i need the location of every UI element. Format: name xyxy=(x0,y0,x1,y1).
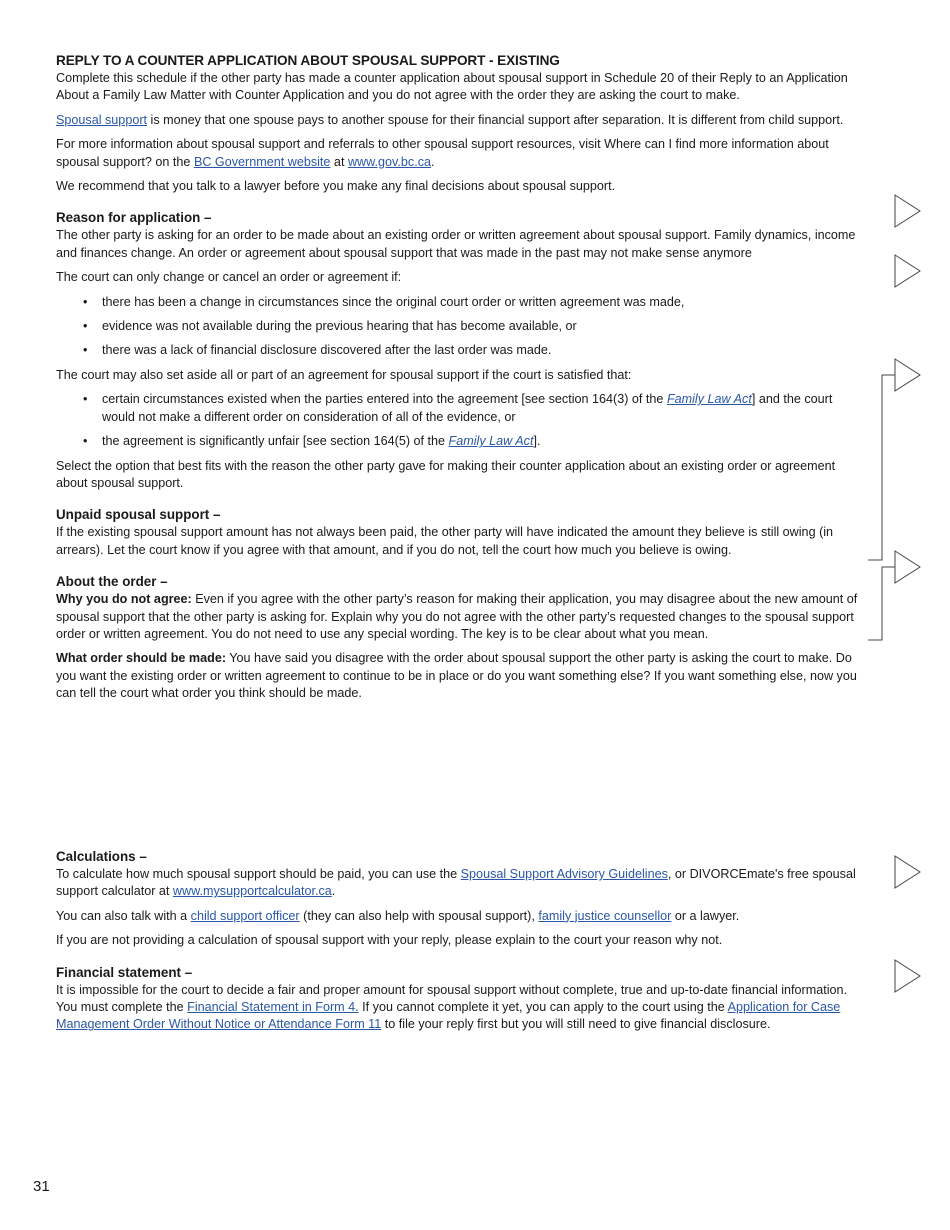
list-item: • there has been a change in circumstances since the original court order or written agreement was made, xyxy=(102,294,858,311)
triangle-marker-icon xyxy=(895,551,920,583)
reason-heading: Reason for application – xyxy=(56,210,212,226)
list-item: • there was a lack of financial disclosure discovered after the last order was made. xyxy=(102,342,858,359)
page-number: 31 xyxy=(33,1178,50,1195)
calculations-paragraph-3: If you are not providing a calculation of spousal support with your reply, please explain to the court your reason why not. xyxy=(56,933,723,948)
order-paragraph-1: Why you do not agree: Even if you agree with the other party’s reason for making their application, you may disagree about the new amount of spousal support that the other party is asking for. Explain why you do not agree with the other party’s requested changes to the spousal support order or written agreement. You do not need to use any special wording. The key is to be clear about what you mean. xyxy=(56,592,858,641)
order-heading: About the order – xyxy=(56,574,168,590)
financial-statement-form-4-link[interactable]: Financial Statement in Form 4. xyxy=(187,1000,359,1015)
reason-paragraph-2: The court can only change or cancel an order or agreement if: xyxy=(56,270,402,285)
intro-paragraph-1: Complete this schedule if the other party has made a counter application about spousal support in Schedule 20 of their Reply to an Application About a Family Law Matter with Counter Application and you do not agree with the order they are asking the court to make. xyxy=(56,71,848,103)
bracket-connector xyxy=(868,375,895,560)
family-justice-counsellor-link[interactable]: family justice counsellor xyxy=(538,908,672,923)
list-item: • the agreement is significantly unfair [see section 164(5) of the Family Law Act]. xyxy=(102,433,858,450)
financial-paragraph: It is impossible for the court to decide a fair and proper amount for spousal support without complete, true and up-to-date financial information. You must complete the Financial Statement in Form 4. If you cannot complete it yet, you can apply to the court using the Application for Case Management Order Without Notice or Attendance Form 11 to file your reply first but you will still need to give financial disclosure. xyxy=(56,982,848,1032)
calculations-paragraph-1: To calculate how much spousal support should be paid, you can use the Spousal Support Advisory Guidelines, or DIVORCEmate's free spousal support calculator at www.mysupportcalculator.ca. xyxy=(56,867,856,899)
unpaid-heading: Unpaid spousal support – xyxy=(56,507,221,523)
reason-paragraph-1: The other party is asking for an order to be made about an existing order or written agreement about spousal support. Family dynamics, income and finances change. An order or agreement about spousal support that was made in the past may not make sense anymore xyxy=(56,228,856,260)
family-law-act-link[interactable]: Family Law Act xyxy=(448,434,534,449)
order-paragraph-2: What order should be made: You have said you disagree with the order about spousal support the other party is asking the court to make. Do you want the existing order or written agreement to continue to be in place or do you want something else? If you want something else, now you can tell the court what order you think should be made. xyxy=(56,651,857,701)
intro-paragraph-4: We recommend that you talk to a lawyer before you make any final decisions about spousal support. xyxy=(56,179,616,194)
calculations-paragraph-2: You can also talk with a child support officer (they can also help with spousal support), family justice counsellor or a lawyer. xyxy=(56,908,740,923)
triangle-marker-icon xyxy=(895,856,920,888)
financial-heading: Financial statement – xyxy=(56,964,193,980)
list-item: • evidence was not available during the previous hearing that has become available, or xyxy=(102,318,858,335)
triangle-marker-icon xyxy=(895,359,920,391)
unpaid-paragraph: If the existing spousal support amount has not always been paid, the other party will have indicated the amount they believe is still owing (in arrears). Let the court know if you agree with that amount, and if you do not, tell the court how much you believe is owing. xyxy=(56,525,834,557)
intro-paragraph-3: For more information about spousal support and referrals to other spousal support resources, visit Where can I find more information about spousal support? on the BC Government website at www.gov.bc.ca. xyxy=(56,137,829,169)
mysupportcalculator-link[interactable]: www.mysupportcalculator.ca xyxy=(172,884,332,899)
intro-paragraph-2: Spousal support is money that one spouse pays to another spouse for their financial support after separation. It is different from child support. xyxy=(56,112,844,127)
spousal-support-link[interactable]: Spousal support xyxy=(56,112,148,127)
reason-paragraph-3: The court may also set aside all or part of an agreement for spousal support if the court is satisfied that: xyxy=(56,367,632,382)
reason-paragraph-4: Select the option that best fits with the reason the other party gave for making their counter application about an existing order or agreement about spousal support. xyxy=(56,458,836,490)
list-item: • certain circumstances existed when the parties entered into the agreement [see section 164(3) of the Family Law Act] and the court would not make a different order on consideration of all of the evidence, or xyxy=(102,391,858,426)
family-law-act-link[interactable]: Family Law Act xyxy=(666,392,752,407)
triangle-marker-icon xyxy=(895,255,920,287)
gov-bc-ca-link[interactable]: www.gov.bc.ca xyxy=(347,154,432,169)
calculations-heading: Calculations – xyxy=(56,849,147,864)
bc-government-website-link[interactable]: BC Government website xyxy=(193,154,331,169)
triangle-marker-icon xyxy=(895,960,920,992)
child-support-officer-link[interactable]: child support officer xyxy=(190,908,300,923)
page-title: REPLY TO A COUNTER APPLICATION ABOUT SPOUSAL SUPPORT - EXISTING xyxy=(56,53,560,68)
spousal-support-advisory-guidelines-link[interactable]: Spousal Support Advisory Guidelines xyxy=(460,867,668,881)
bracket-connector xyxy=(868,567,895,640)
form-11-application-link[interactable]: Application for Case Management Order Without Notice or Attendance Form 11 xyxy=(56,1000,841,1032)
triangle-marker-icon xyxy=(895,195,920,227)
